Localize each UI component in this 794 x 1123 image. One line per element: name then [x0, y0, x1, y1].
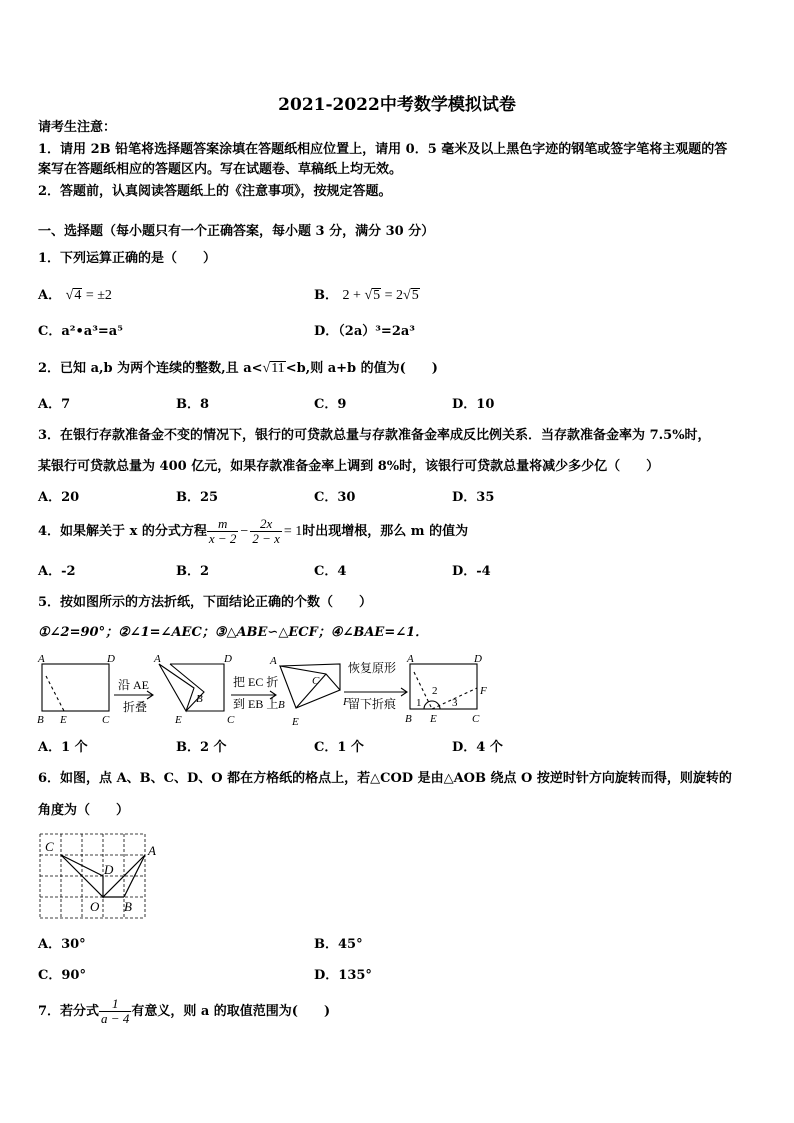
q5-panel4-angle-arc — [424, 701, 440, 709]
q5-angle-2-label: 2 — [432, 685, 438, 697]
q6-segment-cd — [61, 855, 103, 876]
q3-option-b: B．25 — [176, 490, 219, 505]
q6-label-a: A — [148, 843, 156, 858]
q5-p1-label-c: C — [102, 714, 110, 726]
q2-radicand: 11 — [271, 361, 285, 376]
q1-b-pre: 2 + — [342, 288, 365, 303]
q1-b-radicand-1: 5 — [373, 288, 381, 303]
q2-stem-pre: 2．已知 a,b 为两个连续的整数,且 a< — [38, 361, 263, 376]
section-heading: 一、选择题（每小题只有一个正确答案，每小题 3 分，满分 30 分） — [38, 224, 435, 239]
q5-p4-label-a: A — [407, 653, 414, 665]
q4-option-c: C．4 — [314, 564, 347, 579]
q5-p2-label-a: A — [154, 653, 161, 665]
q3-line-1: 3．在银行存款准备金不变的情况下，银行的可贷款总量与存款准备金率成反比例关系．当存款准备金率为 7.5%时， — [38, 428, 711, 443]
q5-step-1b-label: 折叠 — [123, 700, 148, 714]
q6-grid-figure — [36, 830, 166, 922]
q1-a-rest: = ±2 — [82, 288, 112, 303]
q5-conditions: ①∠2=90°；②∠1=∠AEC；③△ABE∽△ECF；④∠BAE=∠1． — [38, 625, 429, 640]
q5-p3-label-c: C — [312, 675, 320, 687]
q5-folding-figure — [34, 650, 494, 728]
notice-item-1-line-1: 1．请用 2B 铅笔将选择题答案涂填在答题纸相应位置上，请用 0．5 毫米及以上黑色字迹的钢笔或签字笔将主观题的答 — [38, 142, 728, 157]
q5-panel2-fold — [159, 664, 194, 711]
q4-f2-num: 2x — [250, 517, 282, 532]
q6-label-c: C — [45, 839, 54, 854]
q3-line-2: 某银行可贷款总量为 400 亿元，如果存款准备金率上调到 8%时，该银行可贷款总量将减少多少亿（ ） — [38, 459, 660, 474]
q1-a-label: A． — [38, 288, 62, 303]
q5-p2-label-b: B — [196, 693, 203, 705]
q6-label-b: B — [124, 899, 132, 914]
q5-p4-label-c: C — [472, 713, 480, 725]
q5-p2-label-d: D — [224, 653, 232, 665]
q2-stem: 2．已知 a,b 为两个连续的整数,且 a<√11<b,则 a+b 的值为( ) — [38, 361, 438, 376]
q6-line-1: 6．如图，点 A、B、C、D、O 都在方格纸的格点上，若△COD 是由△AOB 绕点 O 按逆时针方向旋转而得，则旋转的 — [38, 771, 732, 786]
q7-den: a − 4 — [101, 1010, 130, 1026]
q6-option-a: A．30° — [38, 937, 86, 952]
q4-stem-post: 时出现增根，那么 m 的值为 — [302, 523, 469, 539]
q7-stem-post: 有意义，则 a 的取值范围为( ) — [131, 1003, 331, 1019]
q4-fraction-1 — [207, 517, 239, 546]
q5-stem: 5．按如图所示的方法折纸，下面结论正确的个数（ ） — [38, 595, 373, 610]
q5-option-c: C．1 个 — [314, 740, 364, 755]
q4-stem-pre: 4．如果解关于 x 的分式方程 — [38, 523, 207, 539]
q5-panel1-crease — [46, 676, 64, 711]
q6-line-2: 角度为（ ） — [38, 803, 130, 818]
q5-p1-label-e: E — [60, 714, 67, 726]
q5-p3-label-b: B — [278, 699, 285, 711]
q4-f1-num: m — [207, 517, 239, 532]
q3-option-c: C．30 — [314, 490, 356, 505]
q4-f2-den: 2 − x — [252, 530, 280, 546]
q7-stem-pre: 7．若分式 — [38, 1003, 100, 1019]
q4-option-d: D．-4 — [452, 564, 491, 579]
q5-step-2-label: 把 EC 折 — [233, 675, 279, 689]
q5-p3-label-e: E — [292, 716, 299, 728]
q4-fraction-2 — [250, 517, 282, 546]
q5-p4-label-d: D — [474, 653, 482, 665]
q5-p1-label-a: A — [38, 653, 45, 665]
q6-label-o: O — [90, 899, 100, 914]
q2-option-c: C．9 — [314, 397, 347, 412]
q5-option-d: D．4 个 — [452, 740, 503, 755]
q5-p1-label-b: B — [37, 714, 44, 726]
q6-option-d: D．135° — [314, 968, 372, 983]
q5-step-1-text: 沿 AE — [118, 678, 149, 692]
page-title: 2021-2022中考数学模拟试卷 — [278, 95, 516, 115]
q5-step-3b-label: 留下折痕 — [348, 697, 397, 711]
q4-eq: = 1 — [283, 523, 303, 539]
q1-b-expr: 2 + √5 = 2√5 — [342, 288, 419, 303]
q1-a-radicand: 4 — [74, 288, 82, 303]
q4-f1-den: x − 2 — [208, 530, 237, 546]
q4-option-b: B．2 — [176, 564, 210, 579]
q5-p1-label-d: D — [107, 653, 115, 665]
notice-item-1-line-2: 案写在答题纸相应的答题区内。写在试题卷、草稿纸上均无效。 — [38, 162, 403, 177]
q1-option-a — [38, 288, 112, 303]
q5-p4-label-f: F — [480, 685, 487, 697]
q5-p2-label-c: C — [227, 714, 235, 726]
q2-option-a: A．7 — [38, 397, 71, 412]
q1-option-d: D．（2a）³=2a³ — [314, 324, 415, 339]
q5-step-2b-label: 到 EB 上 — [233, 697, 279, 711]
q6-label-d: D — [104, 862, 114, 877]
q7-fraction — [99, 997, 131, 1026]
q5-p2-label-e: E — [175, 714, 182, 726]
q5-step-1-label — [118, 678, 149, 692]
q5-angle-3-label: 3 — [452, 697, 458, 709]
q1-option-b — [314, 288, 420, 303]
q4-stem — [38, 515, 468, 547]
q6-option-c: C．90° — [38, 968, 86, 983]
q5-panel3-crease — [296, 674, 326, 708]
q7-num: 1 — [99, 997, 131, 1012]
q3-option-a: A．20 — [38, 490, 80, 505]
q5-p3-label-f: F — [343, 696, 350, 708]
notice-heading: 请考生注意： — [38, 120, 117, 135]
q5-panel3-fold — [280, 666, 340, 708]
q5-p3-label-a: A — [270, 655, 277, 667]
q1-b-radicand-2: 5 — [411, 288, 419, 303]
q5-p4-label-b: B — [405, 713, 412, 725]
q2-option-d: D．10 — [452, 397, 495, 412]
q5-angle-1-label: 1 — [416, 697, 422, 709]
q5-option-b: B．2 个 — [176, 740, 227, 755]
q3-option-d: D．35 — [452, 490, 495, 505]
q1-a-expr: √4 = ±2 — [65, 288, 112, 303]
q1-stem: 1．下列运算正确的是（ ） — [38, 251, 217, 266]
q1-b-mid: = 2 — [381, 288, 404, 303]
q1-b-label: B． — [314, 288, 338, 303]
q5-p4-label-e: E — [430, 713, 437, 725]
q4-minus: − — [240, 523, 249, 539]
q2-option-b: B．8 — [176, 397, 210, 412]
q2-stem-post: <b,则 a+b 的值为( ) — [285, 361, 438, 376]
q6-option-b: B．45° — [314, 937, 363, 952]
notice-item-2: 2．答题前，认真阅读答题纸上的《注意事项》，按规定答题。 — [38, 184, 392, 199]
q5-step-3-label: 恢复原形 — [348, 661, 397, 675]
q4-option-a: A．-2 — [38, 564, 76, 579]
q5-option-a: A．1 个 — [38, 740, 88, 755]
q7-stem — [38, 995, 330, 1027]
q1-option-c: C．a²•a³=a⁵ — [38, 324, 123, 339]
